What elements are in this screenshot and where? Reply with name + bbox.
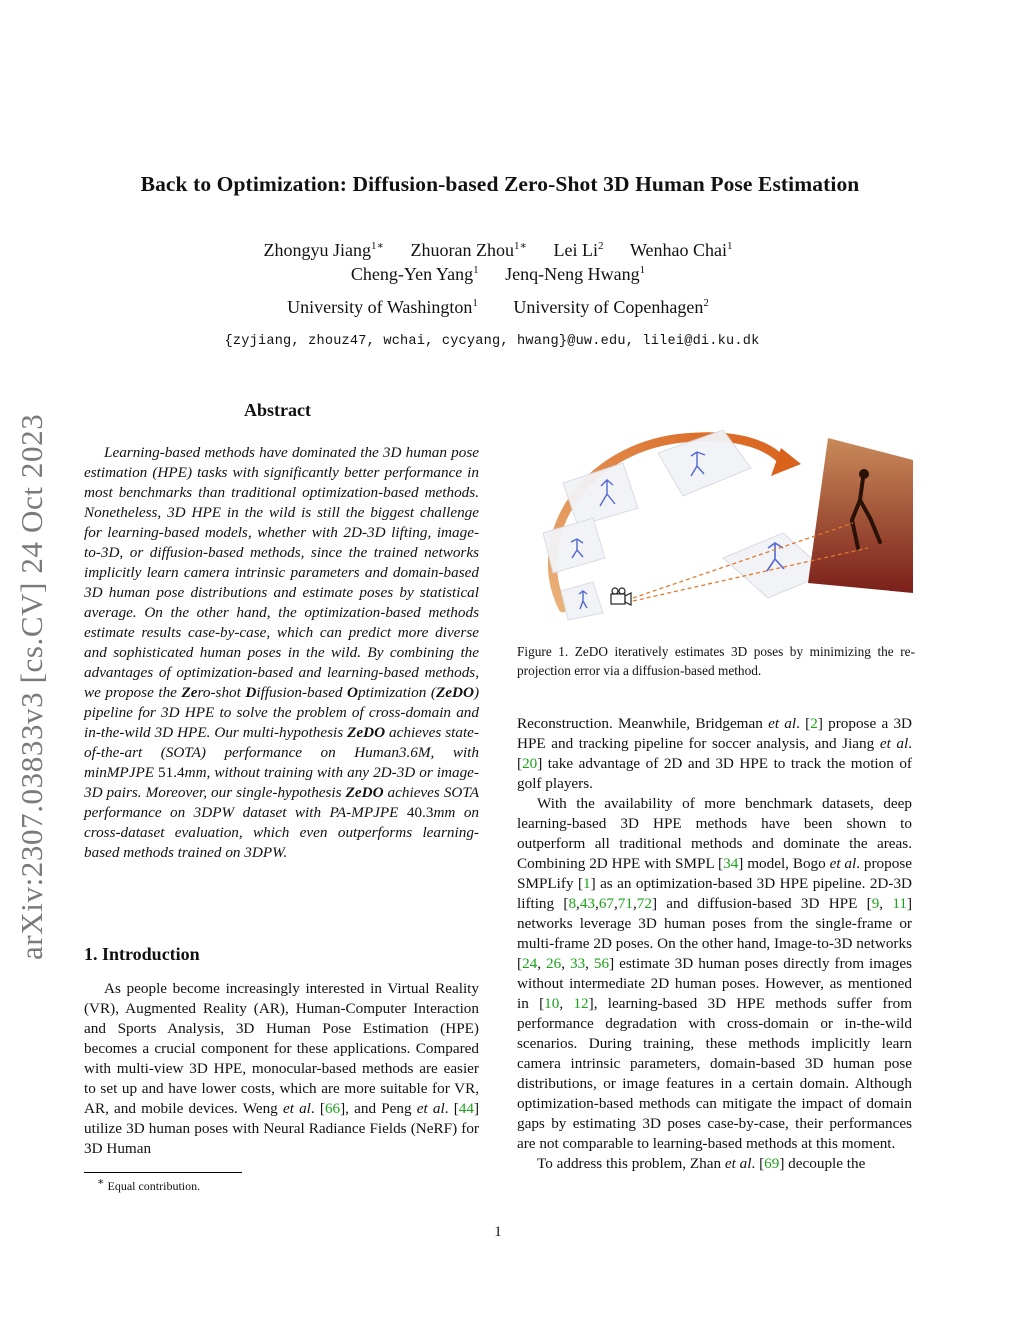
authors-line-1	[0, 240, 996, 261]
affiliation: University of Washington$^1$	[287, 297, 478, 317]
author: Zhongyu Jiang$^{1∗}$	[263, 240, 384, 260]
citation-link[interactable]: 8	[568, 895, 577, 912]
author-emails: {zyjiang, zhouz47, wchai, cycyang, hwang}@uw.edu, lilei@di.ku.dk	[224, 334, 760, 349]
abstract-heading: Abstract	[244, 400, 311, 420]
introduction-body-left: As people become increasingly interested in Virtual Reality (VR), Augmented Reality (AR), Human-Computer Interaction and Sports Analysis, 3D Human Pose Estimation (HPE) becomes a crucial component for these applications. Compared with multi-view 3D HPE, monocular-based methods are easier to set up and have lower costs, which are more suitable for VR, AR, and mobile devices. Weng et al. [66], and Peng et al. [44] utilize 3D human poses with Neural Radiance Fields (NeRF) for 3D Human	[84, 980, 480, 1157]
footnote: ∗ Equal contribution.	[97, 1176, 201, 1193]
page-number: 1	[494, 1224, 502, 1240]
introduction-body-right: Reconstruction. Meanwhile, Bridgeman et al. [2] propose a 3D HPE and tracking pipeline for soccer analysis, and Jiang et al. [20] take advantage of 2D and 3D HPE to track the motion of golf players. With the availability of more benchmark datasets, deep learning-based 3D HPE methods have been shown to outperform all traditional methods and dominate the areas. Combining 2D HPE with SMPL [34] model, Bogo et al. propose SMPLify [1] as an optimization-based 3D HPE pipeline. 2D-3D lifting [8,43,67,71,72] and diffusion-based 3D HPE [9, 11] networks leverage 3D human poses from the single-frame or multi-frame 2D poses. On the other hand, Image-to-3D networks [24, 26, 33, 56] estimate 3D human poses directly from images without intermediate 2D human poses. However, as mentioned in [10, 12], learning-based 3D HPE methods suffer from performance degradation with cross-domain or in-the-wild scenarios. During training, these methods implicitly learn camera intrinsic parameters, domain-based 3D human pose distributions, or image features in a certain domain. Although optimization-based methods can mitigate the impact of domain gaps by estimating 3D poses case-by-case, their performances are not comparable to learning-based methods at this moment. To address this problem, Zhan et al. [69] decouple the	[517, 715, 913, 1172]
citation-link[interactable]: 56	[593, 955, 610, 972]
citation-link[interactable]: 10	[544, 995, 560, 1012]
author: Jenq-Neng Hwang$^1$	[505, 264, 646, 284]
pose-panel	[561, 582, 603, 620]
pose-panel	[543, 518, 605, 573]
citation-link[interactable]: 67	[598, 895, 614, 912]
author: Wenhao Chai$^1$	[629, 240, 733, 260]
citation-link[interactable]: 72	[636, 895, 652, 912]
author: Cheng-Yen Yang$^1$	[350, 264, 479, 284]
citation-link[interactable]: 71	[617, 895, 633, 912]
section-heading-introduction: 1. Introduction	[84, 944, 200, 964]
citation-link[interactable]: 34	[723, 855, 739, 872]
citation-link[interactable]: 44	[458, 1100, 474, 1117]
citation-link[interactable]: 2	[810, 715, 818, 732]
citation-link[interactable]: 43	[579, 895, 596, 912]
figure-1-illustration	[523, 408, 913, 633]
citation-link[interactable]: 26	[546, 955, 562, 972]
citation-link[interactable]: 12	[573, 995, 589, 1012]
affiliations	[0, 297, 996, 318]
author: Zhuoran Zhou$^{1∗}$	[410, 240, 527, 260]
pose-panel	[563, 463, 638, 526]
citation-link[interactable]: 24	[522, 955, 538, 972]
input-photo	[808, 438, 913, 593]
authors-line-2	[0, 264, 996, 285]
citation-link[interactable]: 9	[871, 895, 880, 912]
paper-title: Back to Optimization: Diffusion-based Zero-Shot 3D Human Pose Estimation	[140, 172, 860, 196]
figure-1-caption: Figure 1. ZeDO iteratively estimates 3D poses by minimizing the re-projection error via a diffusion-based method.	[517, 644, 915, 678]
abstract-body: Learning-based methods have dominated the 3D human pose estimation (HPE) tasks with significantly better performance in most benchmarks than traditional optimization-based methods. Nonetheless, 3D HPE in the wild is still the biggest challenge for learning-based models, whether with 2D-3D lifting, image-to-3D, or diffusion-based methods, since the trained networks implicitly learn camera intrinsic parameters and domain-based 3D human pose distributions and estimate poses by statistical average. On the other hand, the optimization-based methods estimate results case-by-case, which can predict more diverse and sophisticated human poses in the wild. By combining the advantages of optimization-based and learning-based methods, we propose the Zero-shot Diffusion-based Optimization (ZeDO) pipeline for 3D HPE to solve the problem of cross-domain and in-the-wild 3D HPE. Our multi-hypothesis ZeDO achieves state-of-the-art (SOTA) performance on Human3.6M, with minMPJPE 51.4mm, without training with any 2D-3D or image-3D pairs. Moreover, our single-hypothesis ZeDO achieves SOTA performance on 3DPW dataset with PA-MPJPE 40.3mm on cross-dataset evaluation, which even outperforms learning-based methods trained on 3DPW.	[84, 444, 480, 861]
footnote-rule	[84, 1172, 242, 1173]
citation-link[interactable]: 33	[569, 955, 586, 972]
affiliation: University of Copenhagen$^2$	[513, 297, 709, 317]
citation-link[interactable]: 66	[324, 1100, 341, 1117]
citation-link[interactable]: 1	[583, 875, 591, 892]
citation-link[interactable]: 20	[522, 755, 538, 772]
citation-link[interactable]: 69	[764, 1155, 780, 1172]
author: Lei Li$^2$	[553, 240, 604, 260]
arxiv-identifier: arXiv:2307.03833v3 [cs.CV] 24 Oct 2023	[14, 413, 49, 960]
camera-icon	[611, 588, 631, 605]
citation-link[interactable]: 11	[892, 895, 907, 912]
